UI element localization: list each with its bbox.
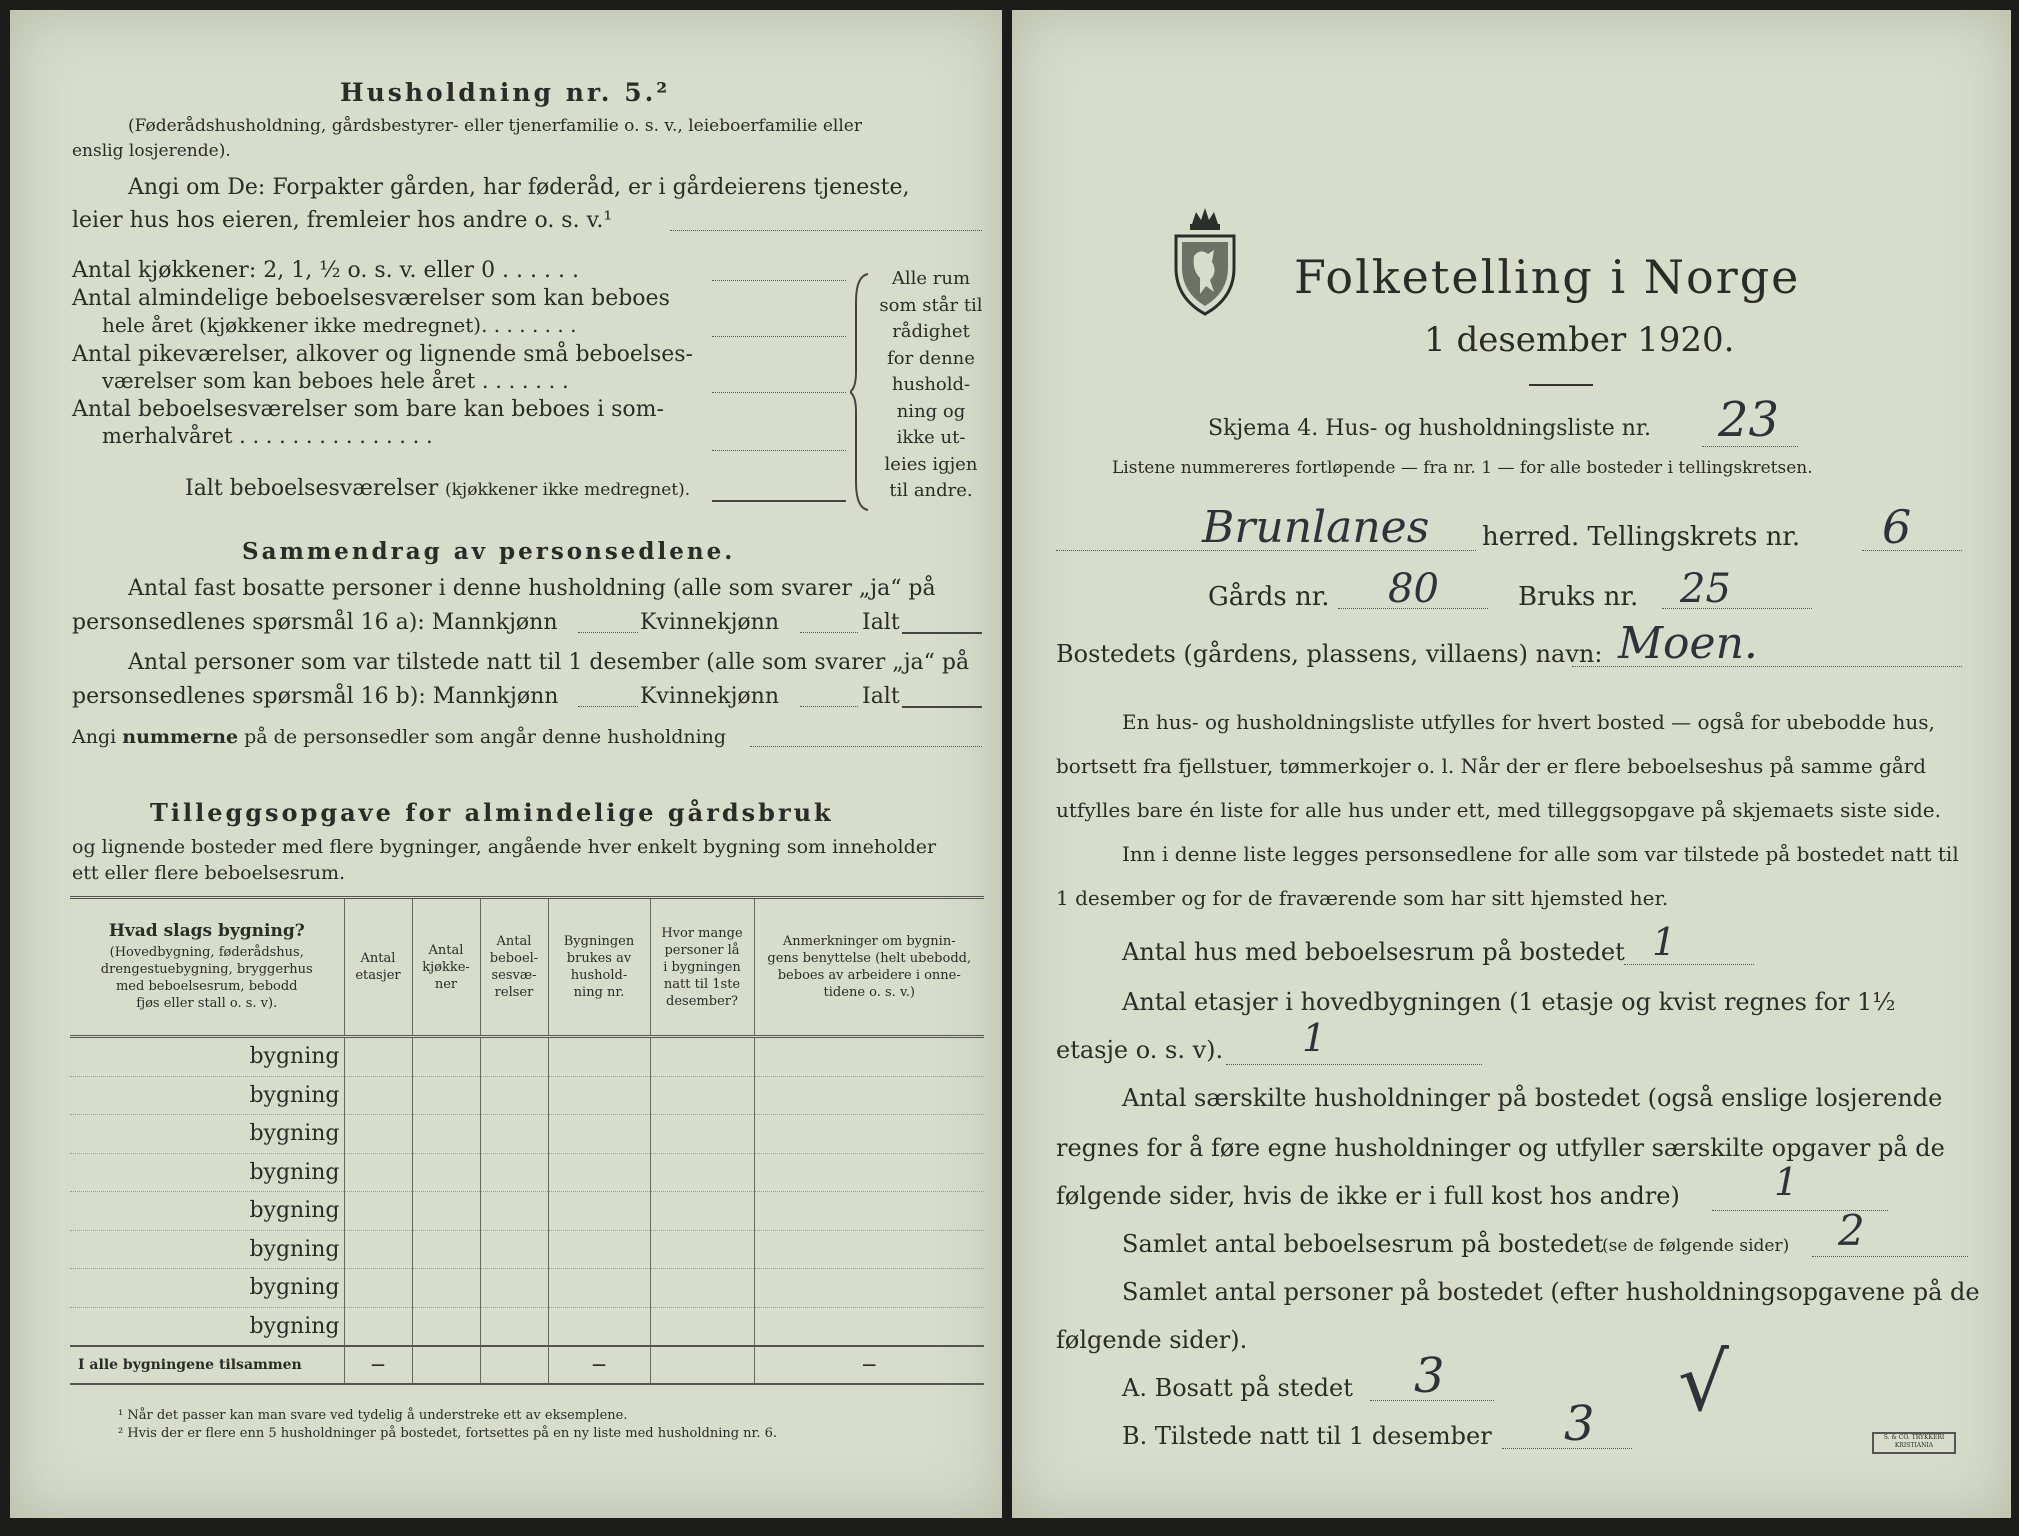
- houses-fill: [1624, 964, 1754, 965]
- col-label: i bygningen: [663, 959, 741, 975]
- instruction-5: 1 desember og for de fraværende som har sitt hjemsted her.: [1056, 886, 1669, 910]
- table-cell: [650, 1037, 754, 1077]
- resident-label: A. Bosatt på stedet: [1122, 1374, 1353, 1402]
- col-label: beboel-: [489, 951, 539, 966]
- footnote-2: ² Hvis der er flere enn 5 husholdninger på bostedet, fortsettes på en ny liste med husholdning nr. 6.: [118, 1426, 778, 1441]
- building-row-label: bygning: [70, 1115, 344, 1154]
- col-building-title: Hvad slags bygning?: [108, 920, 305, 941]
- side-note-line: rådighet: [892, 321, 970, 342]
- col-label: etasjer: [355, 968, 401, 983]
- kitchens-fill: [712, 280, 846, 281]
- table-cell: [344, 1037, 412, 1077]
- stamp-line: S. & CO. TRYKKERI: [1883, 1434, 1945, 1441]
- col-label: gens benyttelse (helt ubebodd,: [767, 951, 972, 966]
- instruction-1: En hus- og husholdningsliste utfylles for hvert bosted — også for ubebodde hus,: [1122, 710, 1935, 734]
- table-cell: [754, 1153, 984, 1192]
- total-rooms-fill: [712, 500, 846, 502]
- p2-female-fill: [800, 706, 858, 707]
- col-label: Antal: [496, 934, 532, 949]
- table-cell: [412, 1230, 480, 1269]
- household-title: Husholdning nr. 5.²: [340, 78, 671, 107]
- col-rooms: [480, 898, 548, 1037]
- table-row: [70, 1230, 984, 1269]
- summary-p2-total: Ialt: [862, 684, 900, 709]
- rooms-total-fill: [1812, 1256, 1968, 1257]
- table-cell: [754, 1269, 984, 1308]
- table-row: [70, 1307, 984, 1346]
- table-cell: [480, 1153, 548, 1192]
- ordinary-rooms-label-1: Antal almindelige beboelsesværelser som kan beboes: [72, 286, 670, 311]
- table-cell: [548, 1115, 650, 1154]
- stamp-line: KRISTIANIA: [1894, 1442, 1934, 1449]
- table-row: [70, 1037, 984, 1077]
- angi-line-2: leier hus hos eieren, fremleier hos andre o. s. v.¹: [72, 208, 613, 233]
- angi-fill: [670, 230, 982, 231]
- houses-value: 1: [1652, 920, 1677, 964]
- household-intro-2: enslig losjerende).: [72, 141, 231, 161]
- instruction-2: bortsett fra fjellstuer, tømmerkojer o. l. Når der er flere beboelseshus på samme gård: [1056, 754, 1927, 778]
- numbers-post: på de personsedler som angår denne husholdning: [238, 726, 727, 748]
- col-label: ning nr.: [573, 985, 625, 1000]
- col-label: ner: [434, 976, 458, 992]
- gards-value: 80: [1388, 566, 1439, 612]
- households-label-1: Antal særskilte husholdninger på bostedet (også enslige losjerende: [1122, 1084, 1943, 1112]
- numbers-bold: nummerne: [122, 726, 239, 748]
- col-label: relser: [494, 985, 534, 1000]
- total-floors: —: [344, 1346, 412, 1384]
- table-cell: [754, 1192, 984, 1231]
- right-page: [1012, 10, 2011, 1518]
- maid-rooms-label-1: Antal pikeværelser, alkover og lignende små beboelses-: [72, 342, 693, 367]
- table-cell: [344, 1307, 412, 1346]
- col-building-sub: med beboelsesrum, bebodd: [115, 978, 298, 994]
- col-building-type: [70, 898, 344, 1037]
- supplement-heading: Tilleggsopgave for almindelige gårdsbruk: [150, 798, 834, 827]
- table-cell: [650, 1192, 754, 1231]
- table-row: [70, 1153, 984, 1192]
- printer-stamp: [1872, 1432, 1956, 1454]
- table-cell: [548, 1269, 650, 1308]
- households-label-3: følgende sider, hvis de ikke er i full kost hos andre): [1056, 1182, 1680, 1210]
- floors-value: 1: [1302, 1016, 1327, 1060]
- bosted-value: Moen.: [1618, 618, 1758, 669]
- total-label: I alle bygningene tilsammen: [70, 1346, 344, 1384]
- table-cell: [754, 1076, 984, 1115]
- col-label: kjøkke-: [422, 959, 470, 975]
- col-label: Bygningen: [563, 934, 635, 949]
- table-row: [70, 1269, 984, 1308]
- instruction-3: utfylles bare én liste for alle hus under ett, med tilleggsopgave på skjemaets siste side.: [1056, 798, 1941, 822]
- floors-fill: [1226, 1064, 1482, 1065]
- col-label: Antal: [428, 942, 464, 958]
- col-remarks: [754, 898, 984, 1037]
- table-cell: [480, 1037, 548, 1077]
- table-cell: [650, 1230, 754, 1269]
- numbers-line: [72, 726, 726, 748]
- col-persons: [650, 898, 754, 1037]
- summary-p2-female: Kvinnekjønn: [640, 684, 779, 709]
- summary-p1-line1: Antal fast bosatte personer i denne husholdning (alle som svarer „ja“ på: [128, 576, 936, 601]
- side-note-line: hushold-: [891, 374, 971, 395]
- ordinary-rooms-fill: [712, 336, 846, 337]
- table-cell: [480, 1269, 548, 1308]
- summary-p1-total: Ialt: [862, 610, 900, 635]
- table-cell: [754, 1307, 984, 1346]
- angi-line-1: Angi om De: Forpakter gården, har føderåd, er i gårdeierens tjeneste,: [128, 175, 910, 200]
- col-label: Hvor mange: [661, 925, 743, 941]
- present-value: 3: [1564, 1396, 1595, 1452]
- table-cell: [480, 1307, 548, 1346]
- schema-label: Skjema 4. Hus- og husholdningsliste nr.: [1208, 416, 1651, 441]
- schema-value: 23: [1718, 392, 1780, 448]
- p1-total-fill: [902, 632, 982, 634]
- side-note-line: Alle rum: [891, 268, 971, 289]
- left-page: [10, 10, 1002, 1518]
- title-rule: [1529, 384, 1593, 386]
- table-cell: [344, 1076, 412, 1115]
- persons-label-1: Samlet antal personer på bostedet (efter husholdningsopgavene på de: [1122, 1278, 1980, 1306]
- check-mark: √: [1678, 1336, 1729, 1429]
- instruction-4: Inn i denne liste legges personsedlene for alle som var tilstede på bostedet natt til: [1122, 842, 1959, 866]
- numbers-pre: Angi: [72, 726, 123, 748]
- building-row-label: bygning: [70, 1269, 344, 1308]
- col-kitchens: [412, 898, 480, 1037]
- summer-rooms-fill: [712, 450, 846, 451]
- table-cell: [754, 1230, 984, 1269]
- p1-male-fill: [578, 632, 638, 633]
- total-rooms-note: (kjøkkener ikke medregnet).: [445, 480, 691, 500]
- building-row-label: bygning: [70, 1307, 344, 1346]
- col-building-sub: (Hovedbygning, føderådshus,: [109, 944, 304, 960]
- summary-p2-line2: personsedlenes spørsmål 16 b): Mannkjønn: [72, 684, 559, 709]
- table-cell: [548, 1192, 650, 1231]
- table-cell: [344, 1269, 412, 1308]
- table-total-row: [70, 1346, 984, 1384]
- col-label: sesvæ-: [491, 968, 537, 983]
- building-row-label: bygning: [70, 1037, 344, 1077]
- col-label: Antal: [360, 951, 396, 966]
- summer-rooms-label-1: Antal beboelsesværelser som bare kan beboes i som-: [72, 397, 664, 422]
- table-cell: [650, 1076, 754, 1115]
- table-cell: [344, 1115, 412, 1154]
- table-cell: [650, 1115, 754, 1154]
- building-row-label: bygning: [70, 1192, 344, 1231]
- rooms-total-label: Samlet antal beboelsesrum på bostedet: [1122, 1230, 1604, 1258]
- rooms-side-note: [876, 266, 986, 505]
- herred-label: herred. Tellingskrets nr.: [1482, 522, 1801, 552]
- table-cell: [480, 1076, 548, 1115]
- numbers-fill: [750, 746, 982, 747]
- table-header-row: [70, 898, 984, 1037]
- table-cell: [548, 1307, 650, 1346]
- table-cell: [650, 1307, 754, 1346]
- kitchens-label: Antal kjøkkener: 2, 1, ½ o. s. v. eller 0 . . . . . .: [72, 258, 579, 283]
- table-cell: [412, 1153, 480, 1192]
- table-row: [70, 1192, 984, 1231]
- households-value: 1: [1774, 1160, 1799, 1204]
- col-floors: [344, 898, 412, 1037]
- table-cell: [548, 1230, 650, 1269]
- col-label: brukes av: [566, 951, 632, 966]
- total-rooms-label: Ialt beboelsesværelser: [185, 476, 439, 501]
- table-cell: [344, 1230, 412, 1269]
- table-cell: [754, 1115, 984, 1154]
- table-cell: [480, 1192, 548, 1231]
- supplement-intro-1: og lignende bosteder med flere bygninger, angående hver enkelt bygning som inneholder: [72, 836, 937, 858]
- table-cell: [412, 1269, 480, 1308]
- total-remarks: —: [754, 1346, 984, 1384]
- table-cell: [650, 1269, 754, 1308]
- table-cell: [650, 1153, 754, 1192]
- rooms-total-note: (se de følgende sider): [1602, 1236, 1790, 1256]
- krets-fill: [1862, 550, 1962, 551]
- total-household: —: [548, 1346, 650, 1384]
- p2-total-fill: [902, 706, 982, 708]
- p2-male-fill: [578, 706, 638, 707]
- households-label-2: regnes for å føre egne husholdninger og utfyller særskilte opgaver på de: [1056, 1134, 1945, 1162]
- col-label: desember?: [666, 993, 738, 1009]
- table-cell: [480, 1115, 548, 1154]
- ordinary-rooms-label-2: hele året (kjøkkener ikke medregnet). . . . . . . .: [102, 313, 577, 337]
- side-note-line: leies igjen: [884, 453, 978, 475]
- side-note-line: til andre.: [889, 480, 973, 501]
- bruks-value: 25: [1680, 566, 1731, 612]
- table-row: [70, 1115, 984, 1154]
- building-row-label: bygning: [70, 1076, 344, 1115]
- herred-value: Brunlanes: [1202, 502, 1430, 553]
- col-label: natt til 1ste: [663, 976, 741, 992]
- side-note-line: ikke ut-: [896, 427, 966, 448]
- rooms-total-value: 2: [1838, 1206, 1865, 1255]
- table-cell: [412, 1076, 480, 1115]
- table-cell: [548, 1153, 650, 1192]
- footnote-1: ¹ Når det passer kan man svare ved tydelig å understreke ett av eksemplene.: [118, 1408, 628, 1423]
- table-cell: [548, 1037, 650, 1077]
- bosted-label: Bostedets (gårdens, plassens, villaens) navn:: [1056, 640, 1603, 668]
- col-label: Anmerkninger om bygnin-: [782, 934, 956, 949]
- side-note-line: ning og: [896, 400, 966, 422]
- resident-value: 3: [1414, 1348, 1445, 1404]
- p1-female-fill: [800, 632, 858, 633]
- col-building-sub: fjøs eller stall o. s. v).: [136, 995, 278, 1011]
- summer-rooms-label-2: merhalvåret . . . . . . . . . . . . . . .: [102, 424, 433, 448]
- bruks-label: Bruks nr.: [1518, 582, 1639, 612]
- summary-p2-line1: Antal personer som var tilstede natt til 1 desember (alle som svarer „ja“ på: [128, 650, 970, 675]
- table-cell: [480, 1230, 548, 1269]
- col-building-sub: drengestuebygning, bryggerhus: [100, 961, 313, 977]
- side-note-line: for denne: [887, 347, 975, 369]
- supplement-intro-2: ett eller flere beboelsesrum.: [72, 862, 346, 884]
- table-cell: [412, 1115, 480, 1154]
- census-date: 1 desember 1920.: [1424, 320, 1735, 360]
- household-intro-1: (Føderådshusholdning, gårdsbestyrer- eller tjenerfamilie o. s. v., leieboerfamilie eller: [128, 116, 862, 136]
- gards-label: Gårds nr.: [1208, 582, 1330, 612]
- col-household: [548, 898, 650, 1037]
- census-title: Folketelling i Norge: [1294, 250, 1801, 304]
- table-cell: [412, 1037, 480, 1077]
- col-label: tidene o. s. v.): [823, 985, 915, 1000]
- krets-value: 6: [1882, 500, 1912, 554]
- maid-rooms-label-2: værelser som kan beboes hele året . . . . . . .: [102, 369, 569, 393]
- side-note-line: som står til: [879, 294, 983, 316]
- table-cell: [412, 1192, 480, 1231]
- floors-label-1: Antal etasjer i hovedbygningen (1 etasje og kvist regnes for 1½: [1122, 988, 1896, 1016]
- table-row: [70, 1076, 984, 1115]
- building-row-label: bygning: [70, 1230, 344, 1269]
- summary-p1-line2: personsedlenes spørsmål 16 a): Mannkjønn: [72, 610, 558, 635]
- table-cell: [754, 1037, 984, 1077]
- table-cell: [412, 1307, 480, 1346]
- numbering-note: Listene nummereres fortløpende — fra nr. 1 — for alle bosteder i tellingskretsen.: [1112, 458, 1813, 478]
- coat-of-arms-icon: [1170, 206, 1240, 318]
- building-table: [70, 896, 984, 1385]
- present-label: B. Tilstede natt til 1 desember: [1122, 1422, 1492, 1450]
- col-label: beboes av arbeidere i onne-: [777, 968, 961, 983]
- persons-label-2: følgende sider).: [1056, 1326, 1248, 1354]
- building-row-label: bygning: [70, 1153, 344, 1192]
- col-label: hushold-: [570, 968, 628, 983]
- maid-rooms-fill: [712, 392, 846, 393]
- rooms-brace: [850, 272, 876, 512]
- table-cell: [548, 1076, 650, 1115]
- table-cell: [344, 1192, 412, 1231]
- floors-label-2: etasje o. s. v).: [1056, 1036, 1224, 1064]
- col-label: personer lå: [664, 942, 740, 958]
- summary-p1-female: Kvinnekjønn: [640, 610, 779, 635]
- table-cell: [344, 1153, 412, 1192]
- summary-heading: Sammendrag av personsedlene.: [242, 538, 736, 565]
- houses-label: Antal hus med beboelsesrum på bostedet: [1122, 938, 1625, 966]
